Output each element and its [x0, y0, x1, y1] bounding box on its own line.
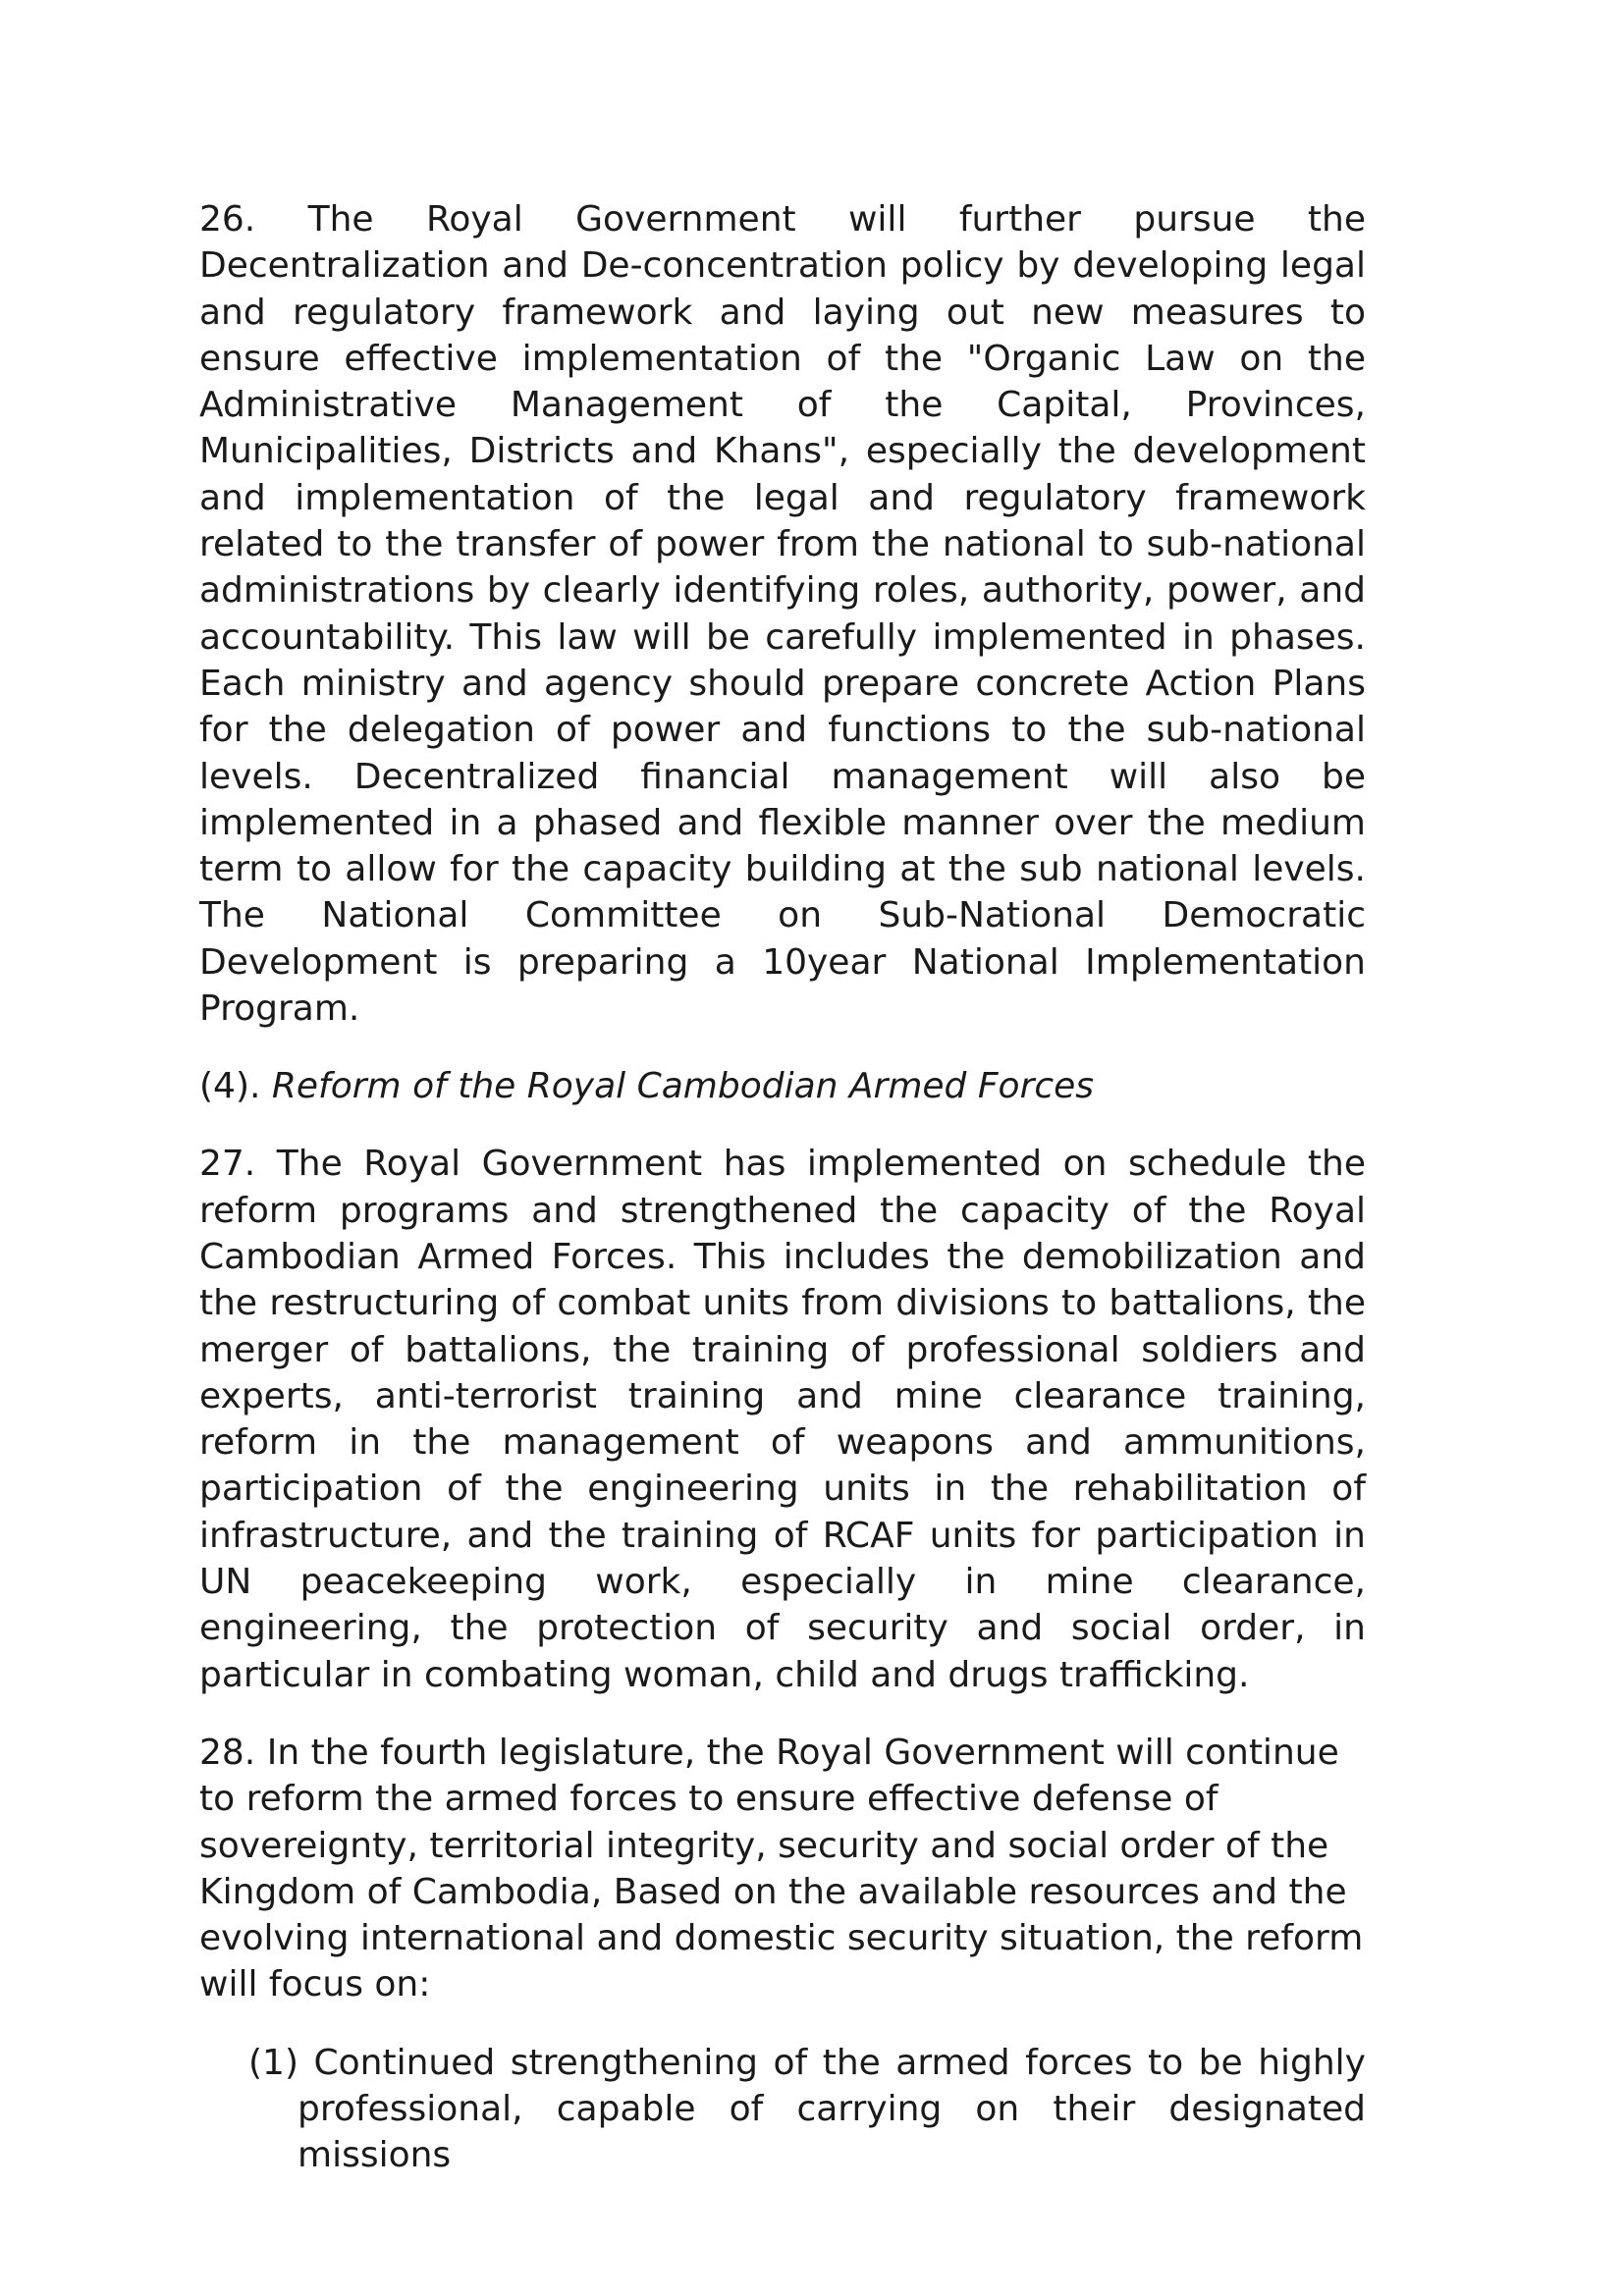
section-heading-number: (4). [199, 1066, 261, 1107]
paragraph-26: 26. The Royal Government will further pursue the Decentralization and De-concentration policy by developing legal and regulatory framework and laying out new measures to ensure effective implementation of the "Organic Law on the Administrative Management of the Capital, Provinces, Municipalities, Districts and Khans", especially the development and implementation of the legal and regulatory framework related to the transfer of power from the national to sub-national administrations by clearly identifying roles, authority, power, and accountability. This law will be carefully implemented in phases. Each ministry and agency should prepare concrete Action Plans for the delegation of power and functions to the sub-national levels. Decentralized financial management will also be implemented in a phased and flexible manner over the medium term to allow for the capacity building at the sub national levels. The National Committee on Sub-National Democratic Development is preparing a 10year National Implementation Program. [199, 199, 1366, 1030]
list-item-1: (1) Continued strengthening of the armed forces to be highly professional, capable of carrying on their designated missions [248, 2042, 1366, 2176]
paragraph-28: 28. In the fourth legislature, the Royal Government will continue to reform the armed forces to ensure effective defense of sovereignty, territorial integrity, security and social order of the Kingdom of Cambodia, Based on the available resources and the evolving international and domestic security situation, the reform will focus on: [199, 1732, 1364, 2005]
section-heading-title: Reform of the Royal Cambodian Armed Forces [271, 1066, 1095, 1107]
paragraph-27: 27. The Royal Government has implemented on schedule the reform programs and strengthened the capacity of the Royal Cambodian Armed Forces. This includes the demobilization and the restructuring of combat units from divisions to battalions, the merger of battalions, the training of professional soldiers and experts, anti-terrorist training and mine clearance training, reform in the management of weapons and ammunitions, participation of the engineering units in the rehabilitation of infrastructure, and the training of RCAF units for participation in UN peacekeeping work, especially in mine clearance, engineering, the protection of security and social order, in particular in combating woman, child and drugs trafficking. [199, 1144, 1366, 1695]
document-page [199, 196, 1366, 2179]
section-heading [199, 1063, 1366, 1109]
